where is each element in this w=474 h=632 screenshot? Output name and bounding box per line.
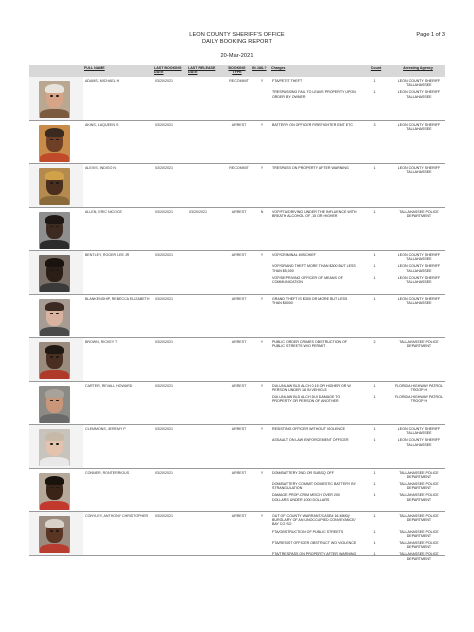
in-jail: Y xyxy=(260,166,264,170)
release-date xyxy=(189,295,223,297)
col-count: Count xyxy=(370,66,382,70)
charge-description: RESISTING OFFICER WITHOUT VIOLENCE xyxy=(272,427,346,431)
photo-cell xyxy=(29,512,83,555)
charge-count: 1 xyxy=(373,296,376,301)
in-jail: Y xyxy=(260,427,264,431)
table-row xyxy=(29,512,445,561)
charges-list xyxy=(272,427,446,450)
photo-cell xyxy=(29,338,83,381)
in-jail: Y xyxy=(260,296,264,301)
arresting-agency: TALLAHASSEE POLICE DEPARTMENT xyxy=(399,529,439,538)
charges-list xyxy=(272,384,446,407)
charge-item xyxy=(272,264,446,272)
full-name: ADAMS, MICHAEL H xyxy=(85,79,120,83)
full-name: ALEXIS, INDIGO N xyxy=(85,166,116,170)
arresting-agency: TALLAHASSEE POLICE DEPARTMENT xyxy=(399,209,439,218)
table-row xyxy=(29,469,445,513)
charge-description: VOP/GRAND THEFT MORE THAN $300 BUT LESS THAN $5,000 xyxy=(272,264,356,273)
charges-list xyxy=(272,210,446,221)
charge-count: 1 xyxy=(373,90,376,95)
table-row xyxy=(29,425,445,469)
table-row xyxy=(29,251,445,295)
booking-date: 03/20/2021 xyxy=(155,427,173,431)
charge-description: DOM/BATTERY 2ND OR SUBSQ OFF xyxy=(272,470,334,475)
charges-list xyxy=(272,123,446,134)
release-date xyxy=(189,251,223,253)
charge-description: VOP/CRIMINAL MISCHIEF xyxy=(272,253,316,257)
arresting-agency: TALLAHASSEE POLICE DEPARTMENT xyxy=(399,541,439,550)
photo-cell xyxy=(29,77,83,120)
charge-item xyxy=(272,427,446,435)
photo-cell xyxy=(29,251,83,294)
charge-item xyxy=(272,210,446,218)
charge-description: FTA/OBSTRUCTION OF PUBLIC STREETS xyxy=(272,529,344,534)
charge-description: DAMAGE PROP-CRIM MISCH OVER 200 DOLLARS UNDER 1000 DOLLARS xyxy=(272,493,340,502)
release-date xyxy=(189,512,223,514)
arresting-agency: TALLAHASSEE POLICE DEPARTMENT xyxy=(399,481,439,491)
mugshot-photo xyxy=(39,429,70,466)
charge-count: 1 xyxy=(373,394,376,399)
full-name: CLEMMONS, JEREMY P xyxy=(85,427,126,431)
charge-description: VOP/FTA/DRIVING UNDER THE INFLUENCE WITH BREATH ALCOHOL OF .15 OR HIGHER xyxy=(272,209,357,218)
table-header xyxy=(29,65,445,77)
table-row xyxy=(29,295,445,339)
charge-item xyxy=(272,297,446,305)
charges-list xyxy=(272,253,446,287)
col-booking-type: BOOKING TYPE xyxy=(228,66,246,75)
charge-description: TRESPASSING FAIL TO LEAVE PROPERTY UPON ORDER BY OWNER xyxy=(272,90,356,99)
arresting-agency: LEON COUNTY SHERIFF TALLAHASSEE xyxy=(397,296,441,305)
charge-count: 1 xyxy=(373,541,376,546)
full-name: ALLEN, ERIC NICOCE xyxy=(85,209,122,214)
booking-type: RECOMMIT xyxy=(229,166,249,170)
arresting-agency: LEON COUNTY SHERIFF TALLAHASSEE xyxy=(397,427,441,436)
mugshot-photo xyxy=(39,212,70,249)
charge-item xyxy=(272,493,446,501)
booking-type: ARREST xyxy=(231,340,247,344)
charge-count: 1 xyxy=(373,209,376,214)
in-jail: N xyxy=(260,209,264,214)
col-charges: Charges xyxy=(271,66,286,70)
mugshot-photo xyxy=(39,473,70,510)
charges-list xyxy=(272,297,446,308)
charge-item xyxy=(272,482,446,490)
charge-item xyxy=(272,514,446,527)
charge-item xyxy=(272,123,446,131)
booking-type: ARREST xyxy=(231,253,247,257)
charge-item xyxy=(272,395,446,403)
col-full-name: FULL NAME xyxy=(84,66,105,70)
charges-list xyxy=(272,514,446,564)
arresting-agency: TALLAHASSEE POLICE DEPARTMENT xyxy=(399,552,439,561)
mugshot-photo xyxy=(39,81,70,118)
booking-date: 03/20/2021 xyxy=(155,296,173,301)
arresting-agency: TALLAHASSEE POLICE DEPARTMENT xyxy=(399,470,439,479)
booking-date: 03/20/2021 xyxy=(155,514,173,518)
in-jail: Y xyxy=(260,470,264,475)
table-row xyxy=(29,382,445,426)
booking-date: 03/20/2021 xyxy=(155,253,173,257)
release-date: 03/20/2021 xyxy=(189,209,207,214)
col-arresting-agency: Arresting Agency xyxy=(403,66,433,70)
photo-cell xyxy=(29,469,83,512)
charge-description: DUI-UNLAW BLD ALCH DUI DAMAGE TO PROPERTY OR PERSON OF ANOTHER xyxy=(272,394,341,404)
full-name: BENTLEY, ROGER LEE JR xyxy=(85,253,130,257)
mugshot-photo xyxy=(39,516,70,553)
photo-cell xyxy=(29,208,83,251)
charge-count: 1 xyxy=(373,383,376,388)
charge-item xyxy=(272,276,446,284)
booking-type: ARREST xyxy=(231,470,247,475)
charge-count: 1 xyxy=(373,552,376,557)
charges-list xyxy=(272,166,446,177)
charge-description: FTA/TRESPASS ON PROPERTY AFTER WARNING xyxy=(272,552,357,557)
charge-item xyxy=(272,79,446,87)
booking-type: ARREST xyxy=(231,427,247,431)
arresting-agency: TALLAHASSEE POLICE DEPARTMENT xyxy=(399,340,439,349)
charge-count: 2 xyxy=(373,340,376,344)
table-body xyxy=(29,77,445,561)
charge-description: BATTERY ON OFFICER FIREFIGHTER EMT ETC xyxy=(272,122,353,127)
release-date xyxy=(189,164,223,166)
arresting-agency: LEON COUNTY SHERIFF TALLAHASSEE xyxy=(397,275,441,285)
charge-item xyxy=(272,438,446,446)
charge-description: DOM/BATTERY COMMIT DOMESTIC BATTERY BY STRANGULATION xyxy=(272,481,356,491)
booking-type: ARREST xyxy=(231,296,247,301)
page-number: Page 1 of 3 xyxy=(416,32,445,38)
charge-description: VOP/DEPRIVING OFFICER OF MEANS OF COMMUNICATION xyxy=(272,275,343,285)
mugshot-photo xyxy=(39,342,70,379)
charge-description: DUI-UNLAW BLD ALCH 0.15 OR HIGHER OR W PERSON UNDER 18 IN VEHICLE xyxy=(272,383,351,392)
charge-count: 1 xyxy=(373,427,376,431)
booking-date: 03/20/2021 xyxy=(155,79,173,83)
in-jail: Y xyxy=(260,383,264,388)
arresting-agency: LEON COUNTY SHERIFF TALLAHASSEE xyxy=(397,166,441,175)
charge-description: ASSAULT ON LAW ENFORCEMENT OFFICER xyxy=(272,438,349,443)
charge-item xyxy=(272,166,446,174)
booking-type: ARREST xyxy=(231,514,247,518)
agency-title: LEON COUNTY SHERIFF'S OFFICE xyxy=(189,32,285,38)
col-in-jail: IN JAIL? xyxy=(252,66,267,70)
release-date xyxy=(189,382,223,384)
charges-list xyxy=(272,340,446,351)
booking-date: 03/20/2021 xyxy=(155,209,173,214)
charge-item xyxy=(272,384,446,392)
photo-column-header xyxy=(29,65,83,77)
release-date xyxy=(189,469,223,471)
mugshot-photo xyxy=(39,168,70,205)
booking-date: 03/20/2021 xyxy=(155,383,173,388)
full-name: CONYLEY, ANTHONY CHRISTOPHER xyxy=(85,514,149,518)
booking-date: 03/20/2021 xyxy=(155,122,173,127)
photo-cell xyxy=(29,425,83,468)
arresting-agency: LEON COUNTY SHERIFF TALLAHASSEE xyxy=(397,253,441,262)
release-date xyxy=(189,425,223,427)
arresting-agency: LEON COUNTY SHERIFF TALLAHASSEE xyxy=(397,264,441,273)
in-jail: Y xyxy=(260,79,264,83)
charge-count: 1 xyxy=(373,264,376,269)
booking-type: RECOMMIT xyxy=(229,79,249,83)
release-date xyxy=(189,121,223,123)
charge-count: 1 xyxy=(373,514,376,518)
charge-description: GRAND THEFT IS $300 OR MORE BUT LESS THAN $5000 xyxy=(272,296,348,305)
report-date: 20-Mar-2021 xyxy=(220,53,254,59)
arresting-agency: FLORIDA HIGHWAY PATROL TROOP H xyxy=(394,394,443,404)
photo-cell xyxy=(29,295,83,338)
mugshot-photo xyxy=(39,299,70,336)
charge-description: TRESPASS ON PROPERTY AFTER WARNING xyxy=(272,166,349,170)
photo-cell xyxy=(29,382,83,425)
arresting-agency: LEON COUNTY SHERIFF TALLAHASSEE xyxy=(397,438,441,447)
table-row xyxy=(29,208,445,252)
arresting-agency: LEON COUNTY SHERIFF TALLAHASSEE xyxy=(397,90,441,99)
charge-item xyxy=(272,530,446,538)
arresting-agency: LEON COUNTY SHERIFF TALLAHASSEE xyxy=(397,79,441,88)
charge-item xyxy=(272,340,446,348)
arresting-agency: LEON COUNTY SHERIFF TALLAHASSEE xyxy=(397,122,441,131)
charge-item xyxy=(272,90,446,98)
mugshot-photo xyxy=(39,125,70,162)
col-booking-date: LAST BOOKING DATE xyxy=(154,66,182,75)
full-name: BROWN, RICKEY T xyxy=(85,340,118,344)
booking-date: 03/20/2021 xyxy=(155,166,173,170)
charge-count: 1 xyxy=(373,438,376,443)
charge-count: 3 xyxy=(373,122,376,127)
charge-count: 1 xyxy=(373,253,376,257)
report-title: DAILY BOOKING REPORT xyxy=(201,39,273,45)
charge-description: PUBLIC ORDER CRIMES OBSTRUCTION OF PUBLIC STREETS W/O PERMIT xyxy=(272,340,348,349)
full-name: CONNER, RONTERRIOUS xyxy=(85,470,130,475)
arresting-agency: TALLAHASSEE POLICE DEPARTMENT xyxy=(399,493,439,502)
photo-cell xyxy=(29,164,83,207)
charge-item xyxy=(272,541,446,549)
booking-type: ARREST xyxy=(231,209,247,214)
release-date xyxy=(189,338,223,340)
charge-count: 1 xyxy=(373,79,376,83)
charge-item xyxy=(272,552,446,560)
in-jail: Y xyxy=(260,514,264,518)
full-name: CARTER, REVALL HOWARD xyxy=(85,383,133,388)
charge-item xyxy=(272,253,446,261)
mugshot-photo xyxy=(39,255,70,292)
table-row xyxy=(29,121,445,165)
booking-table xyxy=(29,65,445,561)
in-jail: Y xyxy=(260,340,264,344)
charge-description: FTA/PETIT THEFT xyxy=(272,79,303,83)
charge-item xyxy=(272,471,446,479)
charge-count: 1 xyxy=(373,166,376,170)
booking-date: 03/20/2021 xyxy=(155,340,173,344)
charge-description: FTA/RESIST OFFICER OBSTRUCT WO VIOLENCE xyxy=(272,541,357,546)
in-jail: Y xyxy=(260,253,264,257)
in-jail: Y xyxy=(260,122,264,127)
photo-cell xyxy=(29,121,83,164)
charge-description: OUT OF COUNTY WARRANT/CASE# 16-MM0(/ BURGLARY OF AN UNOCCUPIED CONVEYANCE/ BAY CO SO xyxy=(272,514,356,527)
booking-type: ARREST xyxy=(231,383,247,388)
charge-count: 1 xyxy=(373,529,376,534)
charges-list xyxy=(272,79,446,102)
table-row xyxy=(29,164,445,208)
table-row xyxy=(29,338,445,382)
charge-count: 1 xyxy=(373,493,376,498)
release-date xyxy=(189,77,223,79)
full-name: BLANKENSHIP, REBECCA ELIZABETH xyxy=(85,296,150,301)
col-release-date: LAST RELEASE DATE xyxy=(188,66,216,75)
arresting-agency: TALLAHASSEE POLICE DEPARTMENT xyxy=(399,514,439,523)
charge-count: 1 xyxy=(373,275,376,280)
report-header xyxy=(0,32,474,60)
booking-type: ARREST xyxy=(231,122,247,127)
charges-list xyxy=(272,471,446,505)
arresting-agency: FLORIDA HIGHWAY PATROL TROOP H xyxy=(394,383,443,392)
booking-date: 03/20/2021 xyxy=(155,470,173,475)
charge-count: 1 xyxy=(373,470,376,475)
full-name: AKINS, LAQUEEN S xyxy=(85,122,119,127)
table-row xyxy=(29,77,445,121)
mugshot-photo xyxy=(39,386,70,423)
charge-count: 1 xyxy=(373,481,376,486)
